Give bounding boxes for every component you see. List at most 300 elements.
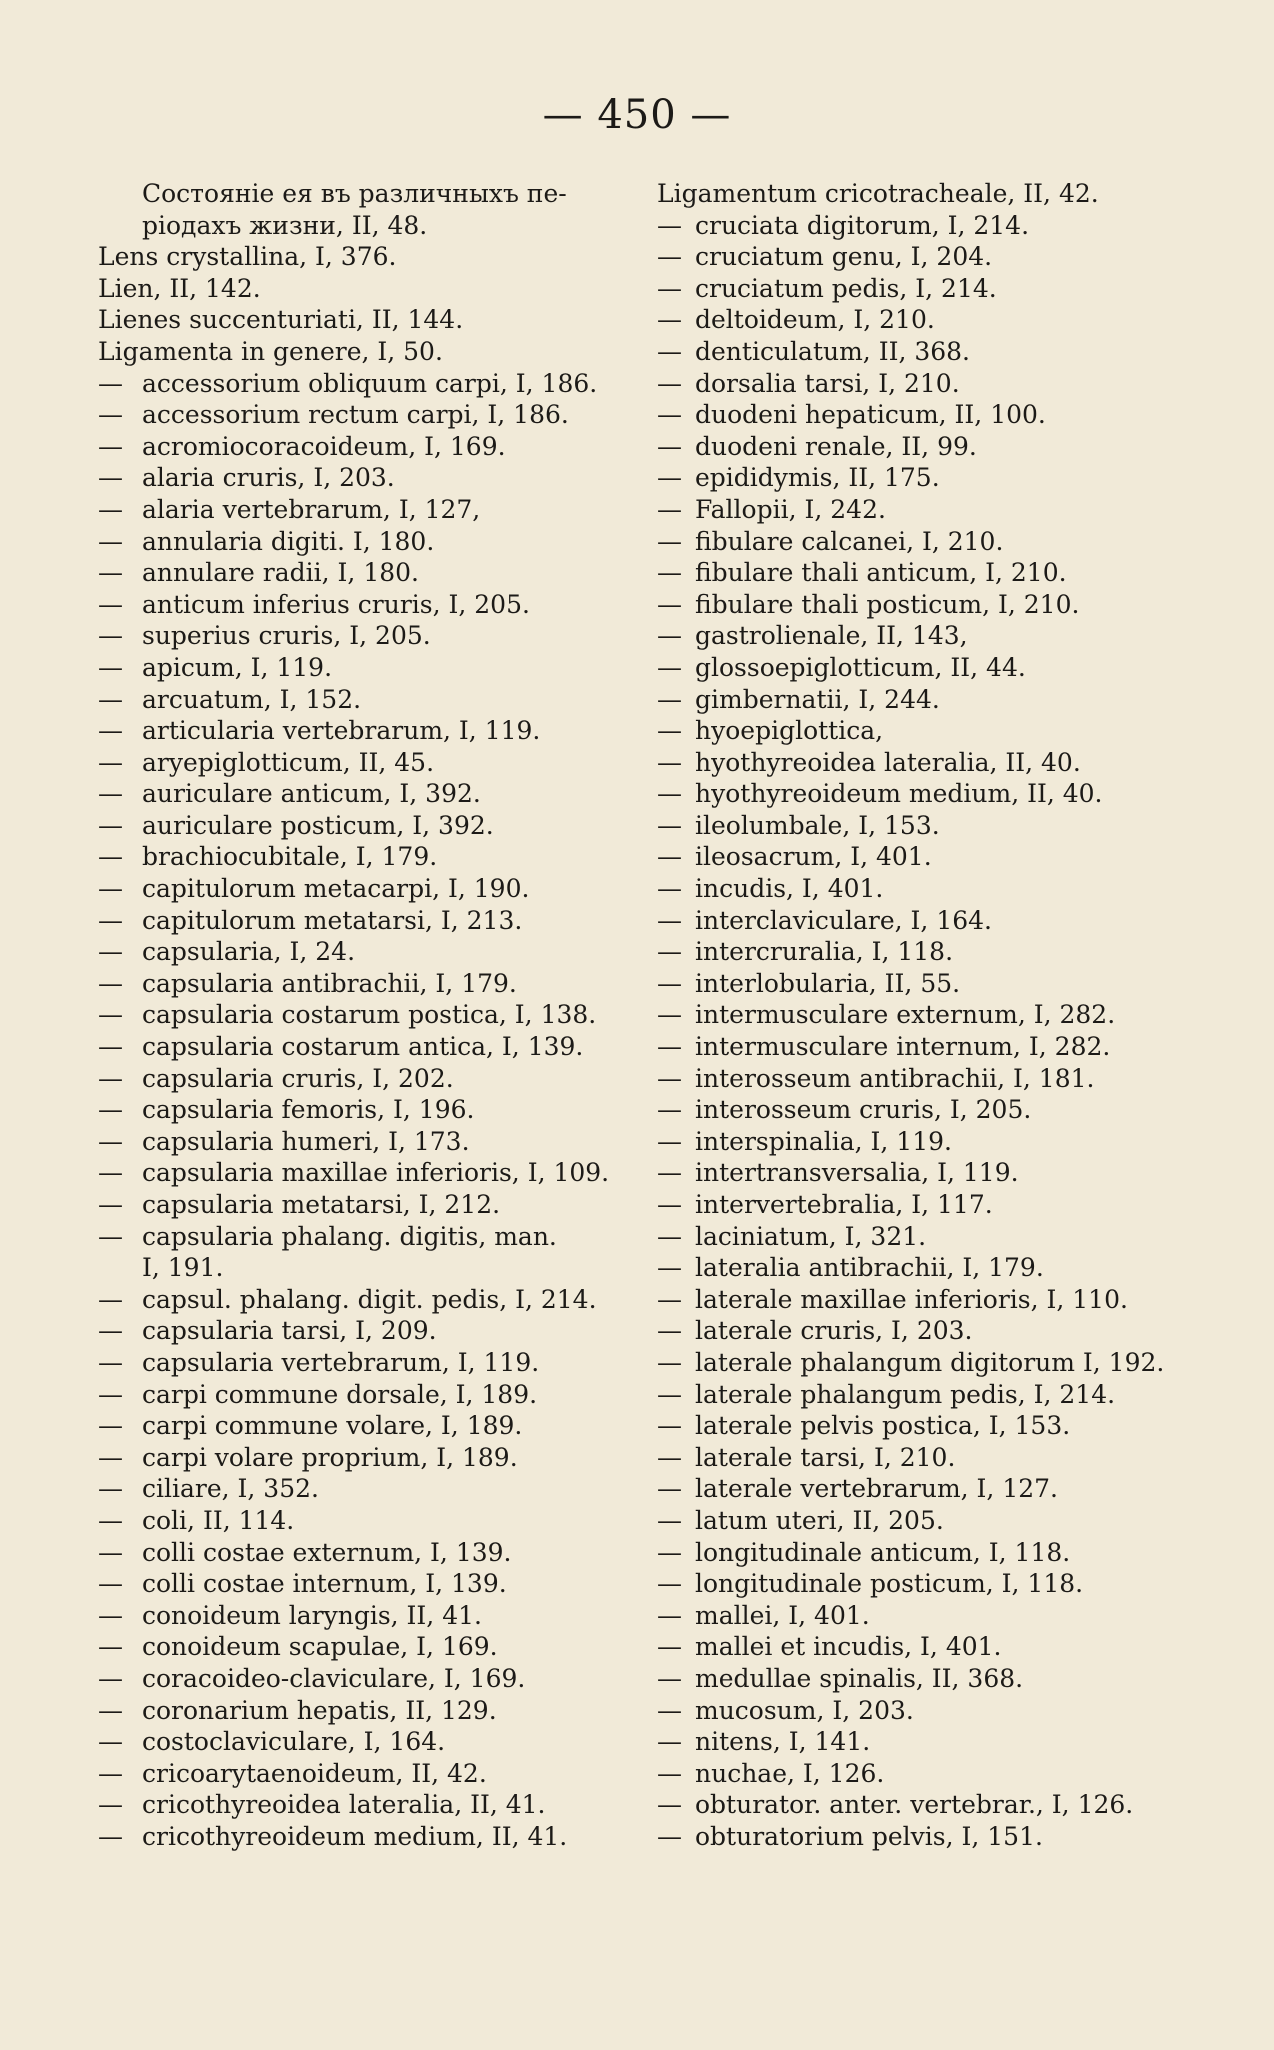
ditto-dash: — bbox=[98, 1537, 123, 1567]
index-entry bbox=[657, 905, 1212, 937]
index-entry-text: annulare radii, I, 180. bbox=[142, 558, 419, 588]
index-entry-text: Ligamentum cricotracheale, II, 42. bbox=[657, 179, 1099, 208]
ditto-dash: — bbox=[657, 968, 682, 998]
index-entry bbox=[98, 241, 643, 273]
index-entry-text: laterale cruris, I, 203. bbox=[695, 1316, 973, 1346]
index-entry bbox=[657, 1473, 1212, 1505]
ditto-dash: — bbox=[657, 1063, 682, 1093]
index-entry bbox=[98, 1221, 643, 1253]
index-entry bbox=[657, 241, 1212, 273]
ditto-dash: — bbox=[657, 589, 682, 619]
index-entry-text: Ligamenta in genere, I, 50. bbox=[98, 336, 443, 366]
index-entry-text: superius cruris, I, 205. bbox=[142, 621, 431, 651]
index-entry bbox=[657, 1726, 1212, 1758]
index-entry-text: capsularia phalang. digitis, man. bbox=[142, 1221, 557, 1251]
index-entry bbox=[657, 1157, 1212, 1189]
index-entry-text: carpi volare proprium, I, 189. bbox=[142, 1442, 518, 1472]
ditto-dash: — bbox=[657, 842, 682, 872]
index-entry-text: accessorium rectum carpi, I, 186. bbox=[142, 400, 569, 430]
index-entry bbox=[657, 1631, 1212, 1663]
index-entry-text: intermusculare internum, I, 282. bbox=[695, 1032, 1111, 1062]
ditto-dash: — bbox=[657, 1190, 682, 1219]
index-entry-text: epididymis, II, 175. bbox=[695, 463, 940, 493]
ditto-dash: — bbox=[657, 716, 682, 746]
index-entry-text: gimbernatii, I, 244. bbox=[695, 684, 940, 714]
ditto-dash: — bbox=[98, 526, 123, 556]
index-entry-text: obturatorium pelvis, I, 151. bbox=[695, 1821, 1043, 1851]
ditto-dash: — bbox=[657, 1126, 682, 1156]
index-entry-text: gastrolienale, II, 143, bbox=[695, 621, 968, 651]
index-entry bbox=[657, 178, 1212, 210]
index-entry-text: acromiocoracoideum, I, 169. bbox=[142, 431, 506, 461]
ditto-dash: — bbox=[657, 621, 682, 651]
index-entry-text: nuchae, I, 126. bbox=[695, 1758, 885, 1788]
index-entry-text: apicum, I, 119. bbox=[142, 652, 333, 682]
index-entry-text: conoideum laryngis, II, 41. bbox=[142, 1600, 482, 1630]
index-entry bbox=[657, 589, 1212, 621]
index-entry bbox=[98, 747, 643, 779]
ditto-dash: — bbox=[98, 1347, 123, 1377]
index-entry bbox=[657, 1284, 1212, 1316]
index-entry bbox=[98, 1631, 643, 1663]
index-entry bbox=[98, 1758, 643, 1790]
ditto-dash: — bbox=[657, 1095, 682, 1125]
index-entry-text: interlobularia, II, 55. bbox=[695, 968, 961, 998]
index-entry bbox=[98, 526, 643, 558]
index-entry bbox=[657, 526, 1212, 558]
index-entry-text: colli costae internum, I, 139. bbox=[142, 1569, 507, 1599]
ditto-dash: — bbox=[98, 558, 123, 588]
ditto-dash: — bbox=[98, 1379, 123, 1409]
index-entry bbox=[657, 1789, 1212, 1821]
ditto-dash: — bbox=[657, 905, 682, 935]
index-entry-text: рiодахъ жизни, II, 48. bbox=[142, 210, 428, 240]
ditto-dash: — bbox=[657, 273, 682, 303]
ditto-dash: — bbox=[657, 1505, 682, 1535]
ditto-dash: — bbox=[98, 1758, 123, 1788]
ditto-dash: — bbox=[657, 1379, 682, 1409]
index-entry bbox=[98, 368, 643, 400]
ditto-dash: — bbox=[657, 336, 682, 366]
index-entry bbox=[657, 1600, 1212, 1632]
index-entry bbox=[657, 1442, 1212, 1474]
index-entry-text: hyothyreoideum medium, II, 40. bbox=[695, 779, 1103, 809]
index-entry bbox=[98, 210, 643, 242]
index-entry bbox=[657, 210, 1212, 242]
index-entry bbox=[657, 1410, 1212, 1442]
ditto-dash: — bbox=[657, 1537, 682, 1567]
ditto-dash: — bbox=[98, 779, 123, 809]
index-entry-text: coracoideo-claviculare, I, 169. bbox=[142, 1663, 526, 1693]
index-entry-text: cruciatum pedis, I, 214. bbox=[695, 273, 997, 303]
index-entry-text: costoclaviculare, I, 164. bbox=[142, 1727, 446, 1757]
index-entry bbox=[98, 1473, 643, 1505]
index-entry bbox=[657, 841, 1212, 873]
index-entry-text: mallei et incudis, I, 401. bbox=[695, 1632, 1002, 1662]
index-entry-text: alaria cruris, I, 203. bbox=[142, 463, 395, 493]
ditto-dash: — bbox=[98, 1632, 123, 1662]
ditto-dash: — bbox=[98, 652, 123, 682]
index-entry bbox=[657, 1221, 1212, 1253]
index-entry bbox=[98, 1315, 643, 1347]
index-entry-text: coronarium hepatis, II, 129. bbox=[142, 1695, 497, 1725]
index-entry bbox=[657, 936, 1212, 968]
ditto-dash: — bbox=[657, 242, 682, 272]
index-entry-text: longitudinale posticum, I, 118. bbox=[695, 1569, 1084, 1599]
index-entry-text: laterale pelvis postica, I, 153. bbox=[695, 1411, 1071, 1441]
ditto-dash: — bbox=[98, 1063, 123, 1093]
index-entry-text: duodeni renale, II, 99. bbox=[695, 431, 977, 461]
index-entry bbox=[98, 1157, 643, 1189]
ditto-dash: — bbox=[98, 716, 123, 746]
index-entry-text: duodeni hepaticum, II, 100. bbox=[695, 400, 1046, 430]
index-entry-text: auriculare anticum, I, 392. bbox=[142, 779, 481, 809]
index-entry-text: carpi commune volare, I, 189. bbox=[142, 1411, 523, 1441]
index-entry bbox=[98, 399, 643, 431]
index-entry bbox=[98, 1410, 643, 1442]
ditto-dash: — bbox=[98, 842, 123, 872]
index-entry-text: capsularia costarum antica, I, 139. bbox=[142, 1032, 584, 1062]
index-entry bbox=[657, 557, 1212, 589]
ditto-dash: — bbox=[657, 810, 682, 840]
index-entry bbox=[98, 1126, 643, 1158]
ditto-dash: — bbox=[657, 558, 682, 588]
index-entry bbox=[98, 462, 643, 494]
index-column-right bbox=[657, 178, 1212, 1852]
ditto-dash: — bbox=[657, 1790, 682, 1820]
index-entry-text: latum uteri, II, 205. bbox=[695, 1505, 944, 1535]
index-entry bbox=[657, 1663, 1212, 1695]
index-entry bbox=[98, 273, 643, 305]
index-entry-text: incudis, I, 401. bbox=[695, 874, 884, 904]
ditto-dash: — bbox=[98, 1821, 123, 1851]
index-entry-text: alaria vertebrarum, I, 127, bbox=[142, 494, 481, 524]
index-entry-text: intervertebralia, I, 117. bbox=[695, 1190, 993, 1219]
index-entry-text: capsularia, I, 24. bbox=[142, 937, 356, 967]
ditto-dash: — bbox=[657, 1727, 682, 1757]
ditto-dash: — bbox=[657, 1284, 682, 1314]
ditto-dash: — bbox=[657, 1758, 682, 1788]
ditto-dash: — bbox=[98, 1411, 123, 1441]
index-entry bbox=[657, 1505, 1212, 1537]
index-entry bbox=[98, 684, 643, 716]
index-entry bbox=[657, 684, 1212, 716]
ditto-dash: — bbox=[98, 621, 123, 651]
index-entry bbox=[657, 620, 1212, 652]
index-entry-text: obturator. anter. vertebrar., I, 126. bbox=[695, 1790, 1134, 1820]
index-entry-text: cricoarytaenoideum, II, 42. bbox=[142, 1758, 487, 1788]
ditto-dash: — bbox=[657, 494, 682, 524]
ditto-dash: — bbox=[98, 1695, 123, 1725]
index-entry bbox=[657, 431, 1212, 463]
index-entry-text: articularia vertebrarum, I, 119. bbox=[142, 716, 541, 746]
page-number: — 450 — bbox=[542, 92, 732, 138]
ditto-dash: — bbox=[657, 1442, 682, 1472]
index-entry bbox=[98, 557, 643, 589]
ditto-dash: — bbox=[657, 874, 682, 904]
index-entry-text: dorsalia tarsi, I, 210. bbox=[695, 368, 960, 398]
index-entry-text: capsularia antibrachii, I, 179. bbox=[142, 968, 517, 998]
ditto-dash: — bbox=[98, 1442, 123, 1472]
index-entry bbox=[657, 1315, 1212, 1347]
index-entry bbox=[657, 304, 1212, 336]
index-entry bbox=[657, 1568, 1212, 1600]
index-entry-text: longitudinale anticum, I, 118. bbox=[695, 1537, 1071, 1567]
ditto-dash: — bbox=[98, 1727, 123, 1757]
index-entry-text: laterale tarsi, I, 210. bbox=[695, 1442, 956, 1472]
index-entry-text: Lien, II, 142. bbox=[98, 273, 261, 303]
index-entry bbox=[657, 1347, 1212, 1379]
index-entry-text: aryepiglotticum, II, 45. bbox=[142, 747, 435, 777]
index-entry-text: cruciata digitorum, I, 214. bbox=[695, 210, 1030, 240]
ditto-dash: — bbox=[98, 1190, 123, 1219]
index-entry-text: medullae spinalis, II, 368. bbox=[695, 1663, 1024, 1693]
index-entry-text: I, 191. bbox=[142, 1253, 224, 1283]
index-column-left bbox=[98, 178, 643, 1852]
index-entry bbox=[657, 399, 1212, 431]
index-entry-text: auriculare posticum, I, 392. bbox=[142, 810, 494, 840]
ditto-dash: — bbox=[657, 431, 682, 461]
ditto-dash: — bbox=[657, 1474, 682, 1504]
ditto-dash: — bbox=[98, 400, 123, 430]
index-entry-text: anticum inferius cruris, I, 205. bbox=[142, 589, 530, 619]
ditto-dash: — bbox=[657, 1695, 682, 1725]
index-entry-text: nitens, I, 141. bbox=[695, 1727, 871, 1757]
index-entry-text: Состоянiе ея въ различныхъ пе- bbox=[142, 179, 567, 208]
index-entry-text: fibulare thali anticum, I, 210. bbox=[695, 558, 1067, 588]
index-entry-text: fibulare calcanei, I, 210. bbox=[695, 526, 1004, 556]
index-entry-text: capsularia tarsi, I, 209. bbox=[142, 1316, 437, 1346]
ditto-dash: — bbox=[98, 1600, 123, 1630]
index-entry-text: fibulare thali posticum, I, 210. bbox=[695, 589, 1080, 619]
ditto-dash: — bbox=[657, 1032, 682, 1062]
ditto-dash: — bbox=[657, 1632, 682, 1662]
index-entry bbox=[98, 1442, 643, 1474]
ditto-dash: — bbox=[657, 1569, 682, 1599]
index-entry-text: deltoideum, I, 210. bbox=[695, 305, 935, 335]
ditto-dash: — bbox=[98, 463, 123, 493]
ditto-dash: — bbox=[657, 1663, 682, 1693]
ditto-dash: — bbox=[98, 1221, 123, 1251]
index-entry bbox=[98, 1537, 643, 1569]
index-entry-text: denticulatum, II, 368. bbox=[695, 336, 970, 366]
index-entry bbox=[657, 1379, 1212, 1411]
index-entry-text: laterale vertebrarum, I, 127. bbox=[695, 1474, 1058, 1504]
index-entry bbox=[98, 1505, 643, 1537]
ditto-dash: — bbox=[657, 1411, 682, 1441]
ditto-dash: — bbox=[98, 1505, 123, 1535]
index-entry bbox=[98, 873, 643, 905]
index-entry bbox=[98, 999, 643, 1031]
ditto-dash: — bbox=[657, 779, 682, 809]
index-entry bbox=[657, 715, 1212, 747]
ditto-dash: — bbox=[657, 937, 682, 967]
index-entry bbox=[657, 999, 1212, 1031]
ditto-dash: — bbox=[98, 937, 123, 967]
index-entry bbox=[657, 368, 1212, 400]
index-entry bbox=[98, 1252, 643, 1284]
index-entry-text: interclaviculare, I, 164. bbox=[695, 905, 992, 935]
index-entry-text: capitulorum metacarpi, I, 190. bbox=[142, 874, 530, 904]
index-entry-text: hyothyreoidea lateralia, II, 40. bbox=[695, 747, 1081, 777]
ditto-dash: — bbox=[657, 1347, 682, 1377]
index-entry bbox=[657, 778, 1212, 810]
index-entry-text: lateralia antibrachii, I, 179. bbox=[695, 1253, 1044, 1283]
index-entry-text: capsularia femoris, I, 196. bbox=[142, 1095, 475, 1125]
index-entry bbox=[98, 715, 643, 747]
index-entry bbox=[98, 1568, 643, 1600]
index-entry-text: capitulorum metatarsi, I, 213. bbox=[142, 905, 523, 935]
index-entry bbox=[657, 273, 1212, 305]
ditto-dash: — bbox=[657, 1000, 682, 1030]
index-entry-text: colli costae externum, I, 139. bbox=[142, 1537, 512, 1567]
index-entry bbox=[657, 747, 1212, 779]
ditto-dash: — bbox=[657, 652, 682, 682]
index-entry bbox=[98, 778, 643, 810]
index-entry bbox=[98, 1031, 643, 1063]
ditto-dash: — bbox=[98, 1569, 123, 1599]
index-entry bbox=[98, 1379, 643, 1411]
index-entry bbox=[657, 1031, 1212, 1063]
ditto-dash: — bbox=[98, 368, 123, 398]
index-entry bbox=[657, 652, 1212, 684]
index-entry-text: Lens crystallina, I, 376. bbox=[98, 242, 397, 272]
index-entry-text: intertransversalia, I, 119. bbox=[695, 1158, 1019, 1188]
ditto-dash: — bbox=[98, 1474, 123, 1504]
index-entry bbox=[657, 810, 1212, 842]
index-entry-text: conoideum scapulae, I, 169. bbox=[142, 1632, 498, 1662]
ditto-dash: — bbox=[657, 1316, 682, 1346]
index-entry-text: mallei, I, 401. bbox=[695, 1600, 870, 1630]
index-entry-text: capsularia metatarsi, I, 212. bbox=[142, 1190, 501, 1219]
index-entry bbox=[657, 1094, 1212, 1126]
index-entry-text: capsularia humeri, I, 173. bbox=[142, 1126, 470, 1156]
index-entry-text: ileolumbale, I, 153. bbox=[695, 810, 940, 840]
index-entry-text: annularia digiti. I, 180. bbox=[142, 526, 435, 556]
index-entry-text: cruciatum genu, I, 204. bbox=[695, 242, 993, 272]
index-entry bbox=[98, 1726, 643, 1758]
ditto-dash: — bbox=[657, 305, 682, 335]
index-entry bbox=[657, 1063, 1212, 1095]
index-entry bbox=[98, 1789, 643, 1821]
ditto-dash: — bbox=[98, 1663, 123, 1693]
index-entry bbox=[98, 936, 643, 968]
index-entry-text: interosseum cruris, I, 205. bbox=[695, 1095, 1032, 1125]
index-entry bbox=[98, 1600, 643, 1632]
ditto-dash: — bbox=[98, 1126, 123, 1156]
index-entry bbox=[657, 873, 1212, 905]
index-entry-text: Fallopii, I, 242. bbox=[695, 494, 886, 524]
index-entry-text: laciniatum, I, 321. bbox=[695, 1221, 927, 1251]
ditto-dash: — bbox=[98, 1790, 123, 1820]
ditto-dash: — bbox=[657, 1821, 682, 1851]
ditto-dash: — bbox=[98, 1000, 123, 1030]
index-entry-text: mucosum, I, 203. bbox=[695, 1695, 914, 1725]
ditto-dash: — bbox=[98, 1284, 123, 1314]
index-entry-text: accessorium obliquum carpi, I, 186. bbox=[142, 368, 598, 398]
ditto-dash: — bbox=[657, 400, 682, 430]
ditto-dash: — bbox=[98, 494, 123, 524]
index-entry bbox=[98, 841, 643, 873]
ditto-dash: — bbox=[657, 210, 682, 240]
index-entry-text: capsularia cruris, I, 202. bbox=[142, 1063, 454, 1093]
ditto-dash: — bbox=[98, 589, 123, 619]
index-entry bbox=[98, 652, 643, 684]
index-entry-text: carpi commune dorsale, I, 189. bbox=[142, 1379, 538, 1409]
index-entry-text: intermusculare externum, I, 282. bbox=[695, 1000, 1116, 1030]
index-entry bbox=[98, 968, 643, 1000]
index-entry bbox=[98, 589, 643, 621]
ditto-dash: — bbox=[98, 684, 123, 714]
index-entry bbox=[657, 1758, 1212, 1790]
index-entry bbox=[657, 1695, 1212, 1727]
index-entry bbox=[98, 1663, 643, 1695]
ditto-dash: — bbox=[98, 1316, 123, 1346]
index-entry-text: capsularia costarum postica, I, 138. bbox=[142, 1000, 597, 1030]
ditto-dash: — bbox=[657, 747, 682, 777]
index-entry bbox=[98, 1189, 643, 1221]
ditto-dash: — bbox=[98, 1158, 123, 1188]
index-entry bbox=[98, 810, 643, 842]
index-entry bbox=[98, 905, 643, 937]
index-entry bbox=[98, 304, 643, 336]
index-entry bbox=[98, 1063, 643, 1095]
index-entry-text: interosseum antibrachii, I, 181. bbox=[695, 1063, 1095, 1093]
index-entry-text: capsularia vertebrarum, I, 119. bbox=[142, 1347, 540, 1377]
index-entry bbox=[657, 1821, 1212, 1853]
index-entry-text: interspinalia, I, 119. bbox=[695, 1126, 952, 1156]
index-entry-text: capsularia maxillae inferioris, I, 109. bbox=[142, 1158, 610, 1188]
ditto-dash: — bbox=[98, 431, 123, 461]
index-entry bbox=[657, 1189, 1212, 1221]
index-entry-text: laterale maxillae inferioris, I, 110. bbox=[695, 1284, 1128, 1314]
ditto-dash: — bbox=[657, 1253, 682, 1283]
ditto-dash: — bbox=[98, 905, 123, 935]
index-entry-text: arcuatum, I, 152. bbox=[142, 684, 362, 714]
ditto-dash: — bbox=[98, 810, 123, 840]
index-entry-text: cricothyreoidea lateralia, II, 41. bbox=[142, 1790, 546, 1820]
index-entry-text: coli, II, 114. bbox=[142, 1505, 295, 1535]
index-entry bbox=[657, 1537, 1212, 1569]
index-entry bbox=[98, 431, 643, 463]
ditto-dash: — bbox=[98, 1095, 123, 1125]
ditto-dash: — bbox=[98, 747, 123, 777]
ditto-dash: — bbox=[657, 463, 682, 493]
index-entry-text: cricothyreoideum medium, II, 41. bbox=[142, 1821, 568, 1851]
index-entry bbox=[657, 1126, 1212, 1158]
index-entry bbox=[98, 178, 643, 210]
index-entry-text: ileosacrum, I, 401. bbox=[695, 842, 932, 872]
index-entry bbox=[657, 462, 1212, 494]
index-entry bbox=[98, 1284, 643, 1316]
index-entry-text: Lienes succenturiati, II, 144. bbox=[98, 305, 464, 335]
index-entry bbox=[98, 1821, 643, 1853]
ditto-dash: — bbox=[657, 368, 682, 398]
index-entry bbox=[657, 336, 1212, 368]
index-entry bbox=[98, 494, 643, 526]
index-entry bbox=[98, 336, 643, 368]
ditto-dash: — bbox=[98, 1032, 123, 1062]
index-entry bbox=[98, 1695, 643, 1727]
index-entry bbox=[98, 1347, 643, 1379]
index-entry bbox=[657, 1252, 1212, 1284]
index-entry-text: laterale phalangum pedis, I, 214. bbox=[695, 1379, 1116, 1409]
index-entry bbox=[657, 968, 1212, 1000]
index-entry-text: hyoepiglottica, bbox=[695, 716, 884, 746]
ditto-dash: — bbox=[98, 874, 123, 904]
ditto-dash: — bbox=[657, 1600, 682, 1630]
index-entry-text: laterale phalangum digitorum I, 192. bbox=[695, 1347, 1165, 1377]
